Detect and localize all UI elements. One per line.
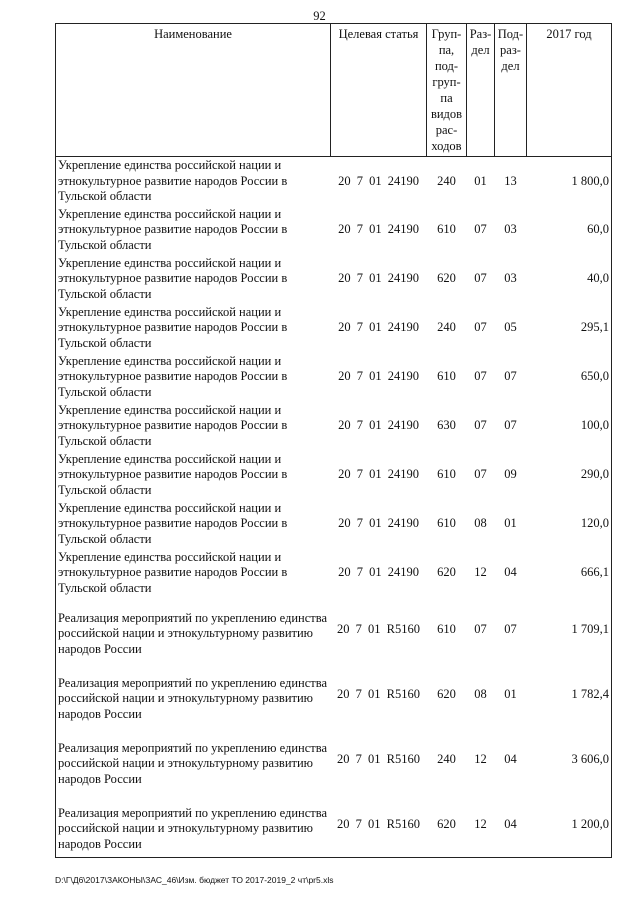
row-name: Укрепление единства российской нации и этнокультурное развитие народов России в Тульской области (56, 304, 331, 353)
row-group: 620 (437, 687, 456, 702)
row-name: Укрепление единства российской нации и этнокультурное развитие народов России в Тульской области (56, 157, 331, 206)
row-name: Реализация мероприятий по укреплению единства российской нации и этнокультурному развитию народов России (56, 598, 331, 663)
row-code: 20 7 01 24190 (338, 173, 419, 188)
table-row (56, 353, 612, 402)
header-section: Раз-дел (467, 24, 495, 157)
row-amount: 3 606,0 (527, 728, 612, 793)
table-row (56, 402, 612, 451)
row-name: Реализация мероприятий по укреплению единства российской нации и этнокультурному развитию народов России (56, 728, 331, 793)
row-section: 07 (474, 320, 487, 335)
row-section: 08 (474, 516, 487, 531)
row-group: 610 (437, 622, 456, 637)
row-group: 610 (437, 467, 456, 482)
row-group: 610 (437, 222, 456, 237)
row-code: 20 7 01 R5160 (337, 622, 420, 637)
row-amount: 1 782,4 (527, 663, 612, 728)
table-row (56, 500, 612, 549)
row-code: 20 7 01 24190 (338, 369, 419, 384)
row-group: 240 (437, 752, 456, 767)
row-subsection: 03 (504, 271, 517, 286)
table-row (56, 157, 612, 206)
table-row (56, 728, 612, 793)
row-subsection: 05 (504, 320, 517, 335)
row-subsection: 07 (504, 418, 517, 433)
row-section: 07 (474, 222, 487, 237)
table-row (56, 206, 612, 255)
table-row (56, 663, 612, 728)
row-subsection: 07 (504, 369, 517, 384)
row-group: 620 (437, 271, 456, 286)
row-amount: 1 800,0 (527, 157, 612, 206)
row-amount: 1 709,1 (527, 598, 612, 663)
row-group: 610 (437, 369, 456, 384)
row-section: 07 (474, 369, 487, 384)
row-name: Реализация мероприятий по укреплению единства российской нации и этнокультурному развитию народов России (56, 663, 331, 728)
row-code: 20 7 01 24190 (338, 418, 419, 433)
table-row (56, 598, 612, 663)
row-subsection: 03 (504, 222, 517, 237)
row-amount: 1 200,0 (527, 793, 612, 858)
row-group: 620 (427, 793, 467, 858)
table-row (56, 549, 612, 598)
row-code: 20 7 01 R5160 (331, 793, 427, 858)
table-header-row (56, 24, 612, 157)
row-amount: 295,1 (527, 304, 612, 353)
row-amount: 290,0 (527, 451, 612, 500)
row-section: 07 (474, 622, 487, 637)
row-name: Укрепление единства российской нации и этнокультурное развитие народов России в Тульской области (56, 206, 331, 255)
row-group: 240 (437, 173, 456, 188)
row-subsection: 04 (504, 565, 517, 580)
row-code: 20 7 01 24190 (338, 467, 419, 482)
row-section: 07 (474, 271, 487, 286)
row-subsection: 13 (504, 173, 517, 188)
row-name: Укрепление единства российской нации и этнокультурное развитие народов России в Тульской области (56, 549, 331, 598)
row-section: 12 (474, 565, 487, 580)
header-group: Груп-па, под-груп-па видов рас-ходов (427, 24, 467, 157)
row-subsection: 01 (504, 687, 517, 702)
header-subsection: Под-раз-дел (495, 24, 527, 157)
page-number: 92 (313, 9, 326, 23)
row-section: 12 (467, 793, 495, 858)
row-group: 610 (437, 516, 456, 531)
row-amount: 120,0 (527, 500, 612, 549)
table-row (56, 255, 612, 304)
row-subsection: 04 (495, 793, 527, 858)
row-code: 20 7 01 24190 (338, 222, 419, 237)
row-amount: 650,0 (527, 353, 612, 402)
row-subsection: 07 (504, 622, 517, 637)
header-target: Целевая статья (331, 24, 427, 157)
row-code: 20 7 01 24190 (338, 320, 419, 335)
row-amount: 40,0 (527, 255, 612, 304)
header-name: Наименование (56, 24, 331, 157)
row-section: 12 (474, 752, 487, 767)
budget-table (55, 23, 612, 858)
row-section: 07 (474, 467, 487, 482)
row-code: 20 7 01 24190 (338, 565, 419, 580)
row-code: 20 7 01 24190 (338, 516, 419, 531)
row-subsection: 04 (504, 752, 517, 767)
row-amount: 60,0 (527, 206, 612, 255)
row-code: 20 7 01 R5160 (337, 752, 420, 767)
row-name: Реализация мероприятий по укреплению единства российской нации и этнокультурному развитию народов России (56, 793, 331, 858)
row-code: 20 7 01 R5160 (337, 687, 420, 702)
header-year: 2017 год (527, 24, 612, 157)
table-row (56, 451, 612, 500)
row-section: 07 (474, 418, 487, 433)
row-section: 01 (474, 173, 487, 188)
row-amount: 100,0 (527, 402, 612, 451)
table-row (56, 793, 612, 858)
row-name: Укрепление единства российской нации и этнокультурное развитие народов России в Тульской области (56, 255, 331, 304)
row-code: 20 7 01 24190 (338, 271, 419, 286)
row-subsection: 09 (504, 467, 517, 482)
row-group: 630 (437, 418, 456, 433)
footer-file-path: D:\Г\Д6\2017\ЗАКОНЫ\ЗАС_46\Изм. бюджет ТО 2017-2019_2 чт\pr5.xls (55, 875, 334, 885)
row-group: 620 (437, 565, 456, 580)
row-name: Укрепление единства российской нации и этнокультурное развитие народов России в Тульской области (56, 500, 331, 549)
row-name: Укрепление единства российской нации и этнокультурное развитие народов России в Тульской области (56, 353, 331, 402)
table-row (56, 304, 612, 353)
row-subsection: 01 (504, 516, 517, 531)
row-group: 240 (437, 320, 456, 335)
row-name: Укрепление единства российской нации и этнокультурное развитие народов России в Тульской области (56, 402, 331, 451)
row-amount: 666,1 (527, 549, 612, 598)
row-section: 08 (474, 687, 487, 702)
row-name: Укрепление единства российской нации и этнокультурное развитие народов России в Тульской области (56, 451, 331, 500)
